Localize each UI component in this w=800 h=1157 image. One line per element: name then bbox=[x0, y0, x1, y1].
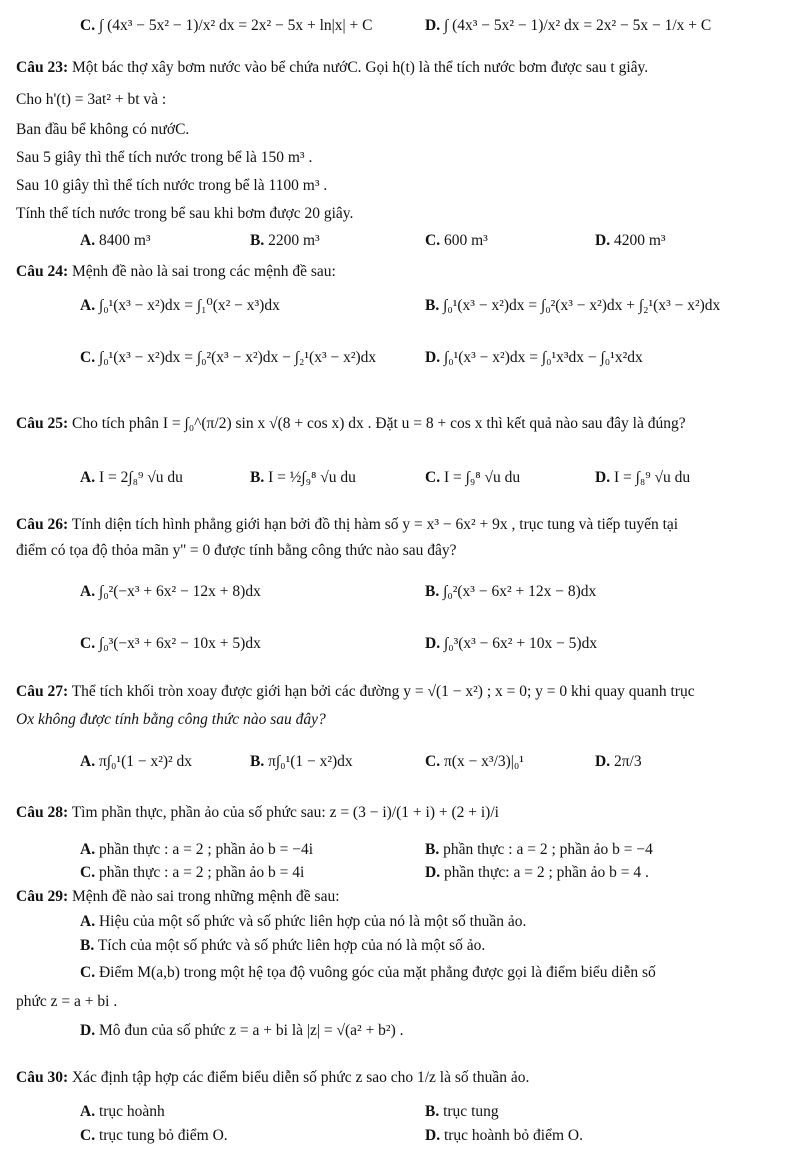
option-label: B. bbox=[250, 232, 265, 249]
option-text: ∫₀¹(x³ − x²)dx = ∫₀¹x³dx − ∫₀¹x²dx bbox=[443, 349, 643, 366]
question-label: Câu 29: bbox=[16, 888, 69, 905]
option-text: phần thực : a = 2 ; phần ảo b = −4 bbox=[443, 841, 653, 858]
option-label: B. bbox=[250, 469, 265, 486]
option-text: 2π/3 bbox=[613, 753, 642, 770]
q29-option-c-cont: phức z = a + bi . bbox=[16, 993, 118, 1010]
option-text: ∫₀³(x³ − 6x² + 10x − 5)dx bbox=[443, 635, 598, 652]
question-text: Cho tích phân I = ∫₀^(π/2) sin x √(8 + cos x) dx . Đặt u = 8 + cos x thì kết quả nào sau đây là đúng? bbox=[71, 415, 686, 432]
option-text: trục hoành bbox=[98, 1103, 165, 1120]
option-text: 8400 m³ bbox=[98, 232, 151, 249]
option-label: B. bbox=[425, 841, 440, 858]
q28-option-a bbox=[80, 840, 313, 860]
q29-option-b bbox=[80, 936, 485, 956]
option-expr: ∫ (4x³ − 5x² − 1)/x² dx = 2x² − 5x + ln|x| + C bbox=[98, 17, 373, 34]
q23-line2: Sau 5 giây thì thể tích nước trong bể là 150 m³ . bbox=[16, 149, 313, 166]
option-text: ∫₀²(−x³ + 6x² − 12x + 8)dx bbox=[98, 583, 261, 600]
option-text: Hiệu của một số phức và số phức liên hợp của nó là một số thuần ảo. bbox=[98, 913, 527, 930]
option-text: ∫₀¹(x³ − x²)dx = ∫₀²(x³ − x²)dx − ∫₂¹(x³ − x²)dx bbox=[98, 349, 377, 366]
q27-option-a bbox=[80, 752, 192, 772]
option-text: ∫₀¹(x³ − x²)dx = ∫₀²(x³ − x²)dx + ∫₂¹(x³ − x²)dx bbox=[443, 297, 721, 314]
q24-option-c bbox=[80, 348, 376, 368]
option-label: A. bbox=[80, 469, 96, 486]
q26-option-a bbox=[80, 582, 261, 602]
option-label: C. bbox=[425, 232, 441, 249]
option-label: A. bbox=[80, 232, 96, 249]
q28-stem bbox=[16, 803, 499, 823]
question-text: Một bác thợ xây bơm nước vào bể chứa nướC. Gọi h(t) là thể tích nước bơm được sau t giây. bbox=[71, 59, 649, 76]
option-text: ∫₀³(−x³ + 6x² − 10x + 5)dx bbox=[98, 635, 261, 652]
option-label: D. bbox=[595, 753, 611, 770]
option-label: C. bbox=[80, 349, 96, 366]
q27-stem-2: Ox không được tính bằng công thức nào sau đây? bbox=[16, 711, 326, 728]
q28-option-d bbox=[425, 863, 649, 883]
q24-stem bbox=[16, 262, 336, 282]
q22-option-d bbox=[425, 16, 711, 36]
q25-stem bbox=[16, 414, 686, 434]
q23-option-c bbox=[425, 231, 488, 251]
option-text: Điểm M(a,b) trong một hệ tọa độ vuông góc của mặt phẳng được gọi là điểm biểu diễn số bbox=[98, 964, 656, 981]
q30-option-b bbox=[425, 1102, 499, 1122]
q23-given: Cho h'(t) = 3at² + bt và : bbox=[16, 91, 167, 108]
option-text: I = ½∫₉⁸ √u du bbox=[268, 469, 356, 486]
q26-option-d bbox=[425, 634, 597, 654]
q23-option-a bbox=[80, 231, 151, 251]
option-text: trục tung bbox=[443, 1103, 499, 1120]
question-text: Mệnh đề nào sai trong những mệnh đề sau: bbox=[71, 888, 340, 905]
option-text: 4200 m³ bbox=[613, 232, 666, 249]
q24-option-d bbox=[425, 348, 643, 368]
q27-option-c bbox=[425, 752, 524, 772]
q26-stem bbox=[16, 515, 678, 535]
question-text: Mệnh đề nào là sai trong các mệnh đề sau: bbox=[71, 263, 336, 280]
q22-option-c bbox=[80, 16, 372, 36]
option-label: D. bbox=[425, 17, 441, 34]
q29-stem bbox=[16, 887, 340, 907]
option-label: A. bbox=[80, 583, 96, 600]
q29-option-d bbox=[80, 1021, 404, 1041]
option-text: ∫₀²(x³ − 6x² + 12x − 8)dx bbox=[443, 583, 597, 600]
q29-option-c bbox=[80, 963, 656, 983]
q26-option-b bbox=[425, 582, 596, 602]
q23-line3: Sau 10 giây thì thể tích nước trong bể là 1100 m³ . bbox=[16, 177, 328, 194]
option-label: C. bbox=[80, 964, 96, 981]
option-label: B. bbox=[250, 753, 265, 770]
option-label: A. bbox=[80, 913, 96, 930]
option-label: D. bbox=[595, 469, 611, 486]
option-label: D. bbox=[425, 635, 441, 652]
q25-option-a bbox=[80, 468, 183, 488]
option-label: A. bbox=[80, 297, 96, 314]
option-label: C. bbox=[80, 635, 96, 652]
option-text: phần thực : a = 2 ; phần ảo b = 4i bbox=[98, 864, 305, 881]
option-text: 2200 m³ bbox=[268, 232, 320, 249]
option-text: I = ∫₈⁹ √u du bbox=[613, 469, 691, 486]
q24-option-b bbox=[425, 296, 720, 316]
option-label: C. bbox=[80, 17, 96, 34]
question-label: Câu 27: bbox=[16, 683, 69, 700]
option-text: trục hoành bỏ điểm O. bbox=[443, 1127, 583, 1144]
option-label: A. bbox=[80, 1103, 96, 1120]
question-label: Câu 26: bbox=[16, 516, 69, 533]
option-label: D. bbox=[80, 1022, 96, 1039]
question-label: Câu 24: bbox=[16, 263, 69, 280]
option-label: C. bbox=[425, 753, 441, 770]
question-label: Câu 23: bbox=[16, 59, 69, 76]
option-text: π∫₀¹(1 − x²)dx bbox=[268, 753, 353, 770]
option-text: Mô đun của số phức z = a + bi là |z| = √(a² + b²) . bbox=[98, 1022, 404, 1039]
option-text: phần thực : a = 2 ; phần ảo b = −4i bbox=[98, 841, 314, 858]
option-text: Tích của một số phức và số phức liên hợp của nó là một số ảo. bbox=[97, 937, 486, 954]
q27-option-d bbox=[595, 752, 642, 772]
option-expr: ∫ (4x³ − 5x² − 1)/x² dx = 2x² − 5x − 1/x + C bbox=[443, 17, 712, 34]
option-label: B. bbox=[425, 297, 440, 314]
question-label: Câu 28: bbox=[16, 804, 69, 821]
question-label: Câu 25: bbox=[16, 415, 69, 432]
q26-stem-2: điểm có tọa độ thỏa mãn y'' = 0 được tính bằng công thức nào sau đây? bbox=[16, 542, 457, 559]
q23-line1: Ban đầu bể không có nướC. bbox=[16, 121, 190, 138]
q23-stem bbox=[16, 58, 648, 78]
option-text: 600 m³ bbox=[443, 232, 488, 249]
q28-option-b bbox=[425, 840, 653, 860]
q30-option-a bbox=[80, 1102, 165, 1122]
q24-option-a bbox=[80, 296, 280, 316]
q25-option-b bbox=[250, 468, 356, 488]
option-label: D. bbox=[425, 1127, 441, 1144]
option-label: B. bbox=[80, 937, 95, 954]
q23-option-d bbox=[595, 231, 666, 251]
option-label: C. bbox=[425, 469, 441, 486]
q30-option-c bbox=[80, 1126, 228, 1146]
q30-stem bbox=[16, 1068, 529, 1088]
question-text: Tìm phần thực, phần ảo của số phức sau: z = (3 − i)/(1 + i) + (2 + i)/i bbox=[71, 804, 499, 821]
option-label: D. bbox=[425, 864, 441, 881]
option-label: B. bbox=[425, 1103, 440, 1120]
q29-option-a bbox=[80, 912, 526, 932]
q23-option-b bbox=[250, 231, 320, 251]
option-text: π(x − x³/3)|₀¹ bbox=[443, 753, 524, 770]
q27-option-b bbox=[250, 752, 353, 772]
question-text: Tính diện tích hình phẳng giới hạn bởi đồ thị hàm số y = x³ − 6x² + 9x , trục tung và tiếp tuyến tại bbox=[71, 516, 679, 533]
option-text: I = ∫₉⁸ √u du bbox=[443, 469, 521, 486]
option-text: ∫₀¹(x³ − x²)dx = ∫₁⁰(x² − x³)dx bbox=[98, 297, 280, 314]
option-text: trục tung bỏ điểm O. bbox=[98, 1127, 228, 1144]
q30-option-d bbox=[425, 1126, 583, 1146]
option-label: C. bbox=[80, 1127, 96, 1144]
question-text: Xác định tập hợp các điểm biểu diễn số phức z sao cho 1/z là số thuần ảo. bbox=[71, 1069, 530, 1086]
question-text: Thể tích khối tròn xoay được giới hạn bởi các đường y = √(1 − x²) ; x = 0; y = 0 khi quay quanh trục bbox=[71, 683, 695, 700]
option-label: A. bbox=[80, 841, 96, 858]
option-label: C. bbox=[80, 864, 96, 881]
q25-option-d bbox=[595, 468, 690, 488]
option-text: I = 2∫₈⁹ √u du bbox=[98, 469, 183, 486]
option-text: phần thực: a = 2 ; phần ảo b = 4 . bbox=[443, 864, 649, 881]
question-label: Câu 30: bbox=[16, 1069, 69, 1086]
q23-line4: Tính thể tích nước trong bể sau khi bơm được 20 giây. bbox=[16, 205, 354, 222]
option-text: π∫₀¹(1 − x²)² dx bbox=[98, 753, 193, 770]
q28-option-c bbox=[80, 863, 304, 883]
option-label: D. bbox=[595, 232, 611, 249]
q25-option-c bbox=[425, 468, 520, 488]
q27-stem bbox=[16, 682, 695, 702]
q26-option-c bbox=[80, 634, 261, 654]
option-label: A. bbox=[80, 753, 96, 770]
option-label: B. bbox=[425, 583, 440, 600]
option-label: D. bbox=[425, 349, 441, 366]
